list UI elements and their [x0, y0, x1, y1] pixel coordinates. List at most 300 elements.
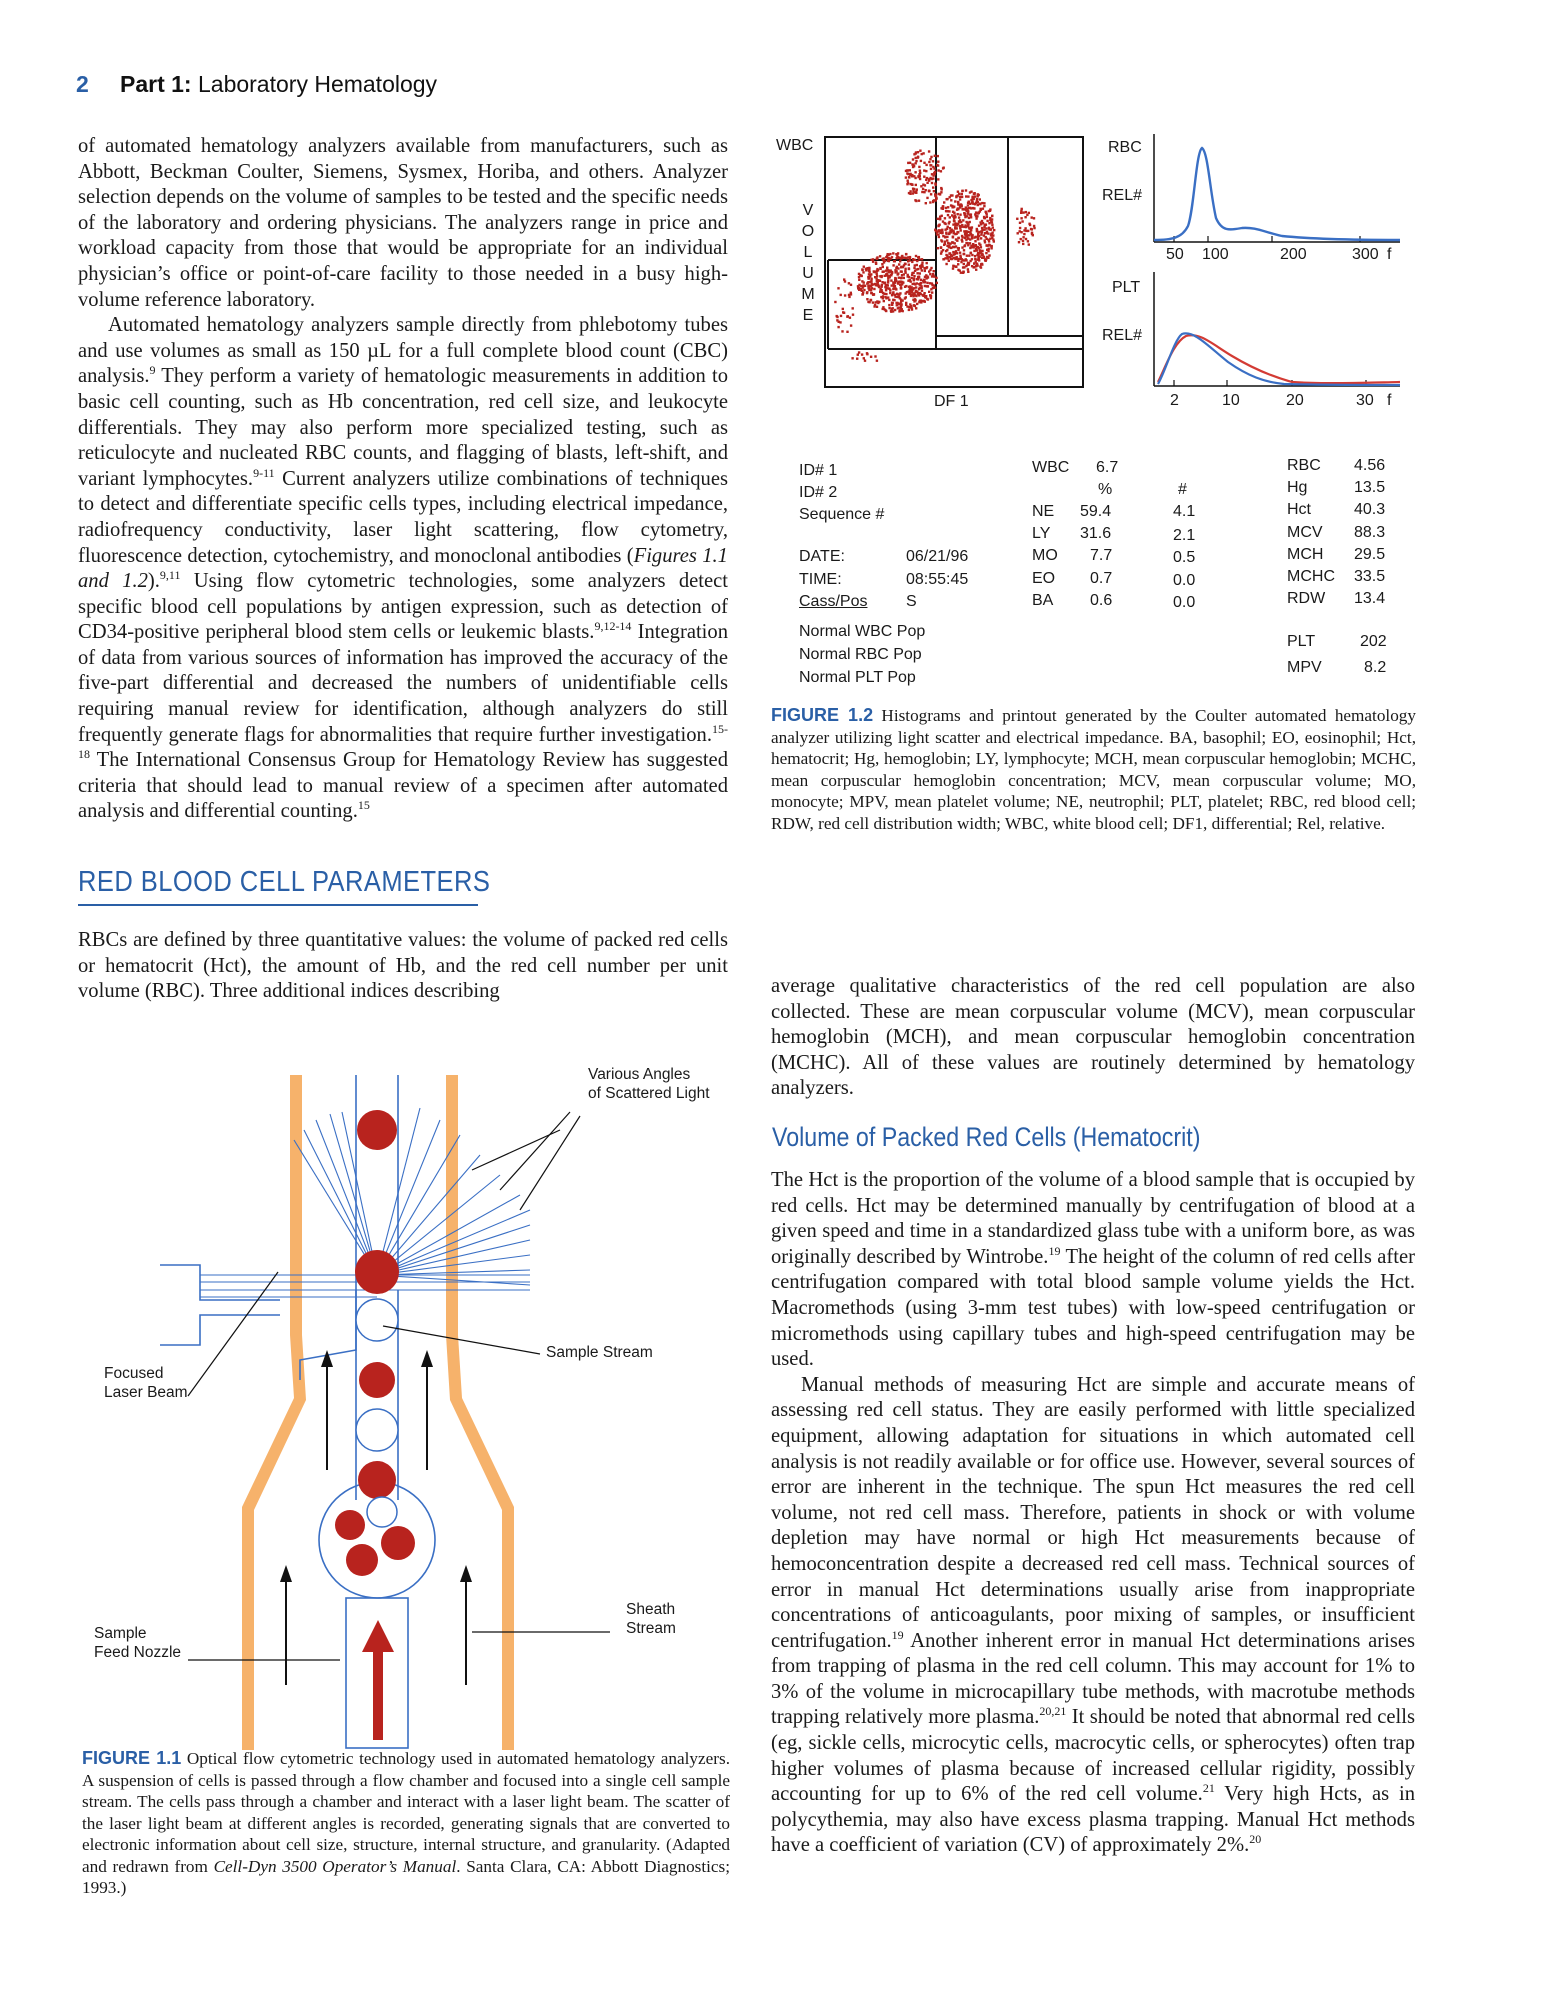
scatter-dot	[857, 354, 859, 356]
scatter-dot	[858, 279, 860, 281]
scatter-dot	[978, 253, 980, 255]
rbc-rel-label: REL#	[1102, 187, 1143, 204]
scatter-dot	[850, 293, 852, 295]
scatter-dot	[1033, 217, 1035, 219]
plt-tick: 2	[1170, 392, 1179, 409]
scatter-dot	[1027, 240, 1029, 242]
scatter-dot	[876, 258, 878, 260]
scatter-dot	[929, 158, 931, 160]
scatter-dot	[910, 307, 912, 309]
printout-pop: Normal WBC Pop	[799, 623, 926, 640]
scatter-dot	[992, 226, 994, 228]
scatter-dot	[963, 263, 965, 265]
scatter-dot	[933, 275, 935, 277]
scatter-dot	[848, 282, 850, 284]
scatter-dot	[989, 229, 991, 231]
printout-time-value: 08:55:45	[906, 571, 969, 588]
scatter-dot	[925, 274, 927, 276]
scatter-dot	[963, 208, 965, 210]
mpv-param-name: MPV	[1287, 659, 1322, 676]
scatter-dot	[953, 220, 955, 222]
scatter-dot	[935, 194, 937, 196]
scatter-dot	[930, 297, 932, 299]
scatter-dot	[887, 253, 889, 255]
scatter-dot	[918, 258, 920, 260]
scatter-dot	[976, 249, 978, 251]
scatter-dot	[858, 273, 860, 275]
scatter-dot	[915, 255, 917, 257]
scatter-dot	[932, 160, 934, 162]
scatter-dot	[932, 177, 934, 179]
scatter-dot	[960, 261, 962, 263]
scatter-dot	[934, 287, 936, 289]
scatter-dot	[952, 267, 954, 269]
scatter-dot	[915, 162, 917, 164]
scatter-dot	[896, 304, 898, 306]
scatter-dot	[983, 229, 985, 231]
scatter-dot	[951, 241, 953, 243]
scatter-dot	[919, 287, 921, 289]
paragraph: Automated hematology analyzers sample directly from phlebotomy tubes and use volumes as small as 150 µL for a full complete blood count (CBC) analysis.$^9$ They perform a variety of hematologic measurements in addition to basic cell counting, such as Hb concentration, red cell size, and leukocyte differentials. They may also perform more specialized testing, such as reticulocyte and nucleated RBC counts, and flagging of blasts, left-shift, and variant lymphocytes.$^{9-11}$ Current analyzers utilize combinations of techniques to detect and differentiate specific cells types, including electrical impedance, radiofrequency conductivity, laser light scattering, flow cytometry, fluorescence detection, cytochemistry, and monoclonal antibodies (Figures 1.1 and 1.2).$^{9,11}$ Using flow cytometric technologies, some analyzers detect specific blood cell populations by antigen expression, such as detection of CD34-positive peripheral blood stem cells or leukemic blasts.$^{9,12-14}$ Integration of data from various sources of information has improved the accuracy of the five-part differential and decreased the numbers of unidentifiable cells requiring manual review for identification, although analyzers do still frequently generate flags for abnormalities that require further investigation.$^{15-18}$ The International Consensus Group for Hematology Review has suggested criteria that should lead to manual review of a specimen after automated analysis and differential counting.$^{15}$	[78, 314, 728, 823]
df1-axis-label: DF 1	[934, 393, 969, 410]
scatter-dot	[882, 266, 884, 268]
scatter-dot	[909, 162, 911, 164]
scatter-dot	[909, 169, 911, 171]
scatter-dot	[968, 255, 970, 257]
scatter-dot	[863, 289, 865, 291]
scatter-dot	[1025, 211, 1027, 213]
scatter-dot	[917, 156, 919, 158]
scatter-dot	[876, 273, 878, 275]
scatter-dot	[896, 293, 898, 295]
scatter-dot	[908, 309, 910, 311]
scatter-dot	[852, 307, 854, 309]
scatter-dot	[979, 198, 981, 200]
printout-abs-header: #	[1178, 481, 1187, 498]
scatter-dot	[980, 237, 982, 239]
scatter-dot	[944, 236, 946, 238]
paragraph: RBCs are defined by three quantitative values: the volume of packed red cells or hematocrit (Hct), the amount of Hb, and the red cell number per unit volume (RBC). Three additional indices describing	[78, 929, 728, 1003]
scatter-dot	[974, 255, 976, 257]
scatter-dot	[950, 254, 952, 256]
scatter-dot	[954, 227, 956, 229]
scatter-dot	[915, 151, 917, 153]
scatter-dot	[962, 219, 964, 221]
rbc-param-name: MCHC	[1287, 568, 1335, 585]
scatter-dot	[915, 192, 917, 194]
scatter-dot	[923, 162, 925, 164]
scatter-dot	[892, 288, 894, 290]
scatter-dot	[974, 240, 976, 242]
scatter-dot	[905, 292, 907, 294]
scatter-dot	[873, 270, 875, 272]
scatter-dot	[957, 201, 959, 203]
scatter-dot	[947, 210, 949, 212]
scatter-dot	[976, 200, 978, 202]
rbc-curve	[1154, 148, 1400, 240]
scatter-dot	[859, 288, 861, 290]
scatter-dot	[874, 355, 876, 357]
scatter-dot	[887, 279, 889, 281]
scatter-dot	[883, 261, 885, 263]
printout-wbc-value: 6.7	[1096, 459, 1119, 476]
diff-pct: 0.6	[1090, 592, 1113, 609]
scatter-dot	[965, 189, 967, 191]
scatter-dot	[947, 214, 949, 216]
scatter-dot	[912, 292, 914, 294]
scatter-dot	[900, 287, 902, 289]
scatter-dot	[986, 244, 988, 246]
printout-pop: Normal PLT Pop	[799, 669, 916, 686]
scatter-dot	[872, 294, 874, 296]
scatter-dot	[917, 176, 919, 178]
scatter-dot	[918, 166, 920, 168]
scatter-dot	[975, 269, 977, 271]
scatter-dot	[926, 282, 928, 284]
label-focused-laser: Focused Laser Beam	[104, 1365, 188, 1401]
scatter-dot	[915, 307, 917, 309]
scatter-dot	[861, 268, 863, 270]
scatter-dot	[868, 284, 870, 286]
scatter-dot	[942, 220, 944, 222]
scatter-dot	[931, 275, 933, 277]
rbc-param-name: RDW	[1287, 590, 1326, 607]
scatter-dot	[900, 283, 902, 285]
scatter-dot	[969, 207, 971, 209]
printout-wbc-label: WBC	[1032, 459, 1070, 476]
mpv-param-value: 8.2	[1364, 659, 1387, 676]
scatter-dot	[939, 216, 941, 218]
scatter-dot	[900, 277, 902, 279]
scatter-dot	[906, 183, 908, 185]
scatter-dot	[967, 268, 969, 270]
scatter-dot	[952, 230, 954, 232]
scatter-dot	[962, 271, 964, 273]
rbc-param-value: 13.5	[1354, 479, 1386, 496]
scatter-dot	[977, 233, 979, 235]
diff-abs: 4.1	[1173, 503, 1196, 520]
scatter-dot	[979, 250, 981, 252]
scatter-dot	[912, 190, 914, 192]
scatter-dot	[908, 276, 910, 278]
scatter-dot	[976, 264, 978, 266]
scatter-dot	[1023, 233, 1025, 235]
scatter-dot	[970, 227, 972, 229]
scatter-dot	[868, 301, 870, 303]
scatter-dot	[968, 262, 970, 264]
scatter-dot	[940, 239, 942, 241]
scatter-dot	[879, 255, 881, 257]
scatter-dot	[916, 260, 918, 262]
scatter-dot	[954, 200, 956, 202]
scatter-dot	[989, 238, 991, 240]
scatter-dot	[932, 287, 934, 289]
scatter-dot	[907, 260, 909, 262]
scatter-dot	[918, 301, 920, 303]
scatter-dot	[986, 220, 988, 222]
scatter-dot	[879, 288, 881, 290]
scatter-dot	[870, 356, 872, 358]
scatter-dot	[985, 224, 987, 226]
printout-time-label: TIME:	[799, 571, 842, 588]
rbc-param-value: 13.4	[1354, 590, 1386, 607]
scatter-dot	[936, 282, 938, 284]
scatter-dot	[979, 203, 981, 205]
label-sample-stream: Sample Stream	[546, 1344, 653, 1361]
scatter-dot	[856, 358, 858, 360]
scatter-dot	[919, 170, 921, 172]
scatter-dot	[1022, 243, 1024, 245]
scatter-dot	[902, 266, 904, 268]
scatter-dot	[892, 252, 894, 254]
scatter-dot	[842, 311, 844, 313]
scatter-dot	[967, 204, 969, 206]
scatter-dot	[950, 204, 952, 206]
scatter-dot	[866, 267, 868, 269]
scatter-dot	[988, 254, 990, 256]
scatter-dot	[876, 275, 878, 277]
scatter-dot	[912, 295, 914, 297]
scatter-dot	[888, 299, 890, 301]
scatter-dot	[966, 255, 968, 257]
scatter-dot	[890, 311, 892, 313]
scatter-dot	[834, 301, 836, 303]
figure1-label: FIGURE 1.1	[82, 1748, 182, 1768]
scatter-dot	[952, 246, 954, 248]
scatter-dot	[986, 249, 988, 251]
scatter-dot	[906, 257, 908, 259]
scatter-dot	[921, 264, 923, 266]
scatter-dot	[891, 294, 893, 296]
rbc-param-name: MCH	[1287, 546, 1324, 563]
scatter-dot	[970, 233, 972, 235]
scatter-dot	[908, 286, 910, 288]
scatter-dot	[947, 206, 949, 208]
scatter-dot	[965, 195, 967, 197]
scatter-dot	[957, 231, 959, 233]
scatter-dot	[838, 321, 840, 323]
scatter-dot	[918, 200, 920, 202]
scatter-dot	[952, 265, 954, 267]
plt-rel-label: REL#	[1102, 327, 1143, 344]
plt-tick: 30	[1356, 392, 1374, 409]
scatter-dot	[980, 209, 982, 211]
scatter-dot	[1022, 240, 1024, 242]
scatter-dot	[908, 290, 910, 292]
scatter-dot	[891, 308, 893, 310]
paragraph: of automated hematology analyzers available from manufacturers, such as Abbott, Beckman Coulter, Siemens, Sysmex, Horiba, and others. Analyzer selection depends on the volume of samples to be tested and the specific needs of the laboratory and ordering physicians. The analyzers range in price and workload capacity from those that would be appropriate for an individual physician’s office or point-of-care facility to those needed in a busy high-volume reference laboratory.	[78, 135, 728, 311]
scatter-dot	[913, 287, 915, 289]
figure2-label: FIGURE 1.2	[771, 705, 874, 725]
scatter-dot	[879, 280, 881, 282]
scatter-dot	[904, 268, 906, 270]
scatter-dot	[906, 169, 908, 171]
scatter-dot	[924, 270, 926, 272]
scatter-dot	[976, 198, 978, 200]
scatter-dot	[868, 277, 870, 279]
scatter-dot	[937, 155, 939, 157]
scatter-dot	[973, 266, 975, 268]
scatter-dot	[926, 262, 928, 264]
scatter-dot	[978, 225, 980, 227]
scatter-dot	[878, 285, 880, 287]
scatter-dot	[980, 246, 982, 248]
scatter-dot	[961, 190, 963, 192]
scatter-dot	[842, 308, 844, 310]
scatter-dot	[921, 191, 923, 193]
rbc-tick: 50	[1166, 246, 1184, 263]
rbc-param-value: 88.3	[1354, 524, 1386, 541]
scatter-dot	[973, 245, 975, 247]
scatter-dot	[930, 193, 932, 195]
scatter-dot	[935, 199, 937, 201]
rbc-hist-label: RBC	[1108, 139, 1142, 156]
scatter-dot	[908, 264, 910, 266]
diff-name: LY	[1032, 525, 1051, 542]
scatter-dot	[947, 257, 949, 259]
plt-param-name: PLT	[1287, 633, 1316, 650]
scatter-dot	[975, 211, 977, 213]
scatter-dot	[937, 178, 939, 180]
scatter-dot	[928, 291, 930, 293]
scatter-dot	[914, 305, 916, 307]
scatter-dot	[925, 202, 927, 204]
scatter-dot	[909, 193, 911, 195]
diff-abs: 0.0	[1173, 572, 1196, 589]
scatter-dot	[946, 236, 948, 238]
scatter-dot	[888, 304, 890, 306]
part-title: Laboratory Hematology	[197, 71, 438, 97]
scatter-dot	[913, 275, 915, 277]
scatter-dot	[891, 256, 893, 258]
scatter-dot	[991, 215, 993, 217]
scatter-dot	[949, 230, 951, 232]
scatter-dot	[956, 252, 958, 254]
scatter-dot	[1033, 225, 1035, 227]
scatter-dot	[978, 242, 980, 244]
scatter-dot	[882, 258, 884, 260]
scatter-dot	[981, 227, 983, 229]
scatter-dot	[858, 284, 860, 286]
scatter-dot	[904, 270, 906, 272]
scatter-dot	[918, 276, 920, 278]
scatter-dot	[964, 216, 966, 218]
scatter-dot	[961, 239, 963, 241]
scatter-dot	[934, 155, 936, 157]
scatter-dot	[957, 247, 959, 249]
figure2-caption: FIGURE 1.2 Histograms and printout generated by the Coulter automated hematology analyzer utilizing light scatter and electrical impedance. BA, basophil; EO, eosinophil; Hct, hematocrit; Hg, hemoglobin; LY, lymphocyte; MCH, mean corpuscular hemoglobin; MCHC, mean corpuscular hemoglobin concentration; MCV, mean corpuscular volume; MO, monocyte; MPV, mean platelet volume; NE, neutrophil; PLT, platelet; RBC, red blood cell; RDW, red cell distribution width; WBC, white blood cell; DF1, differential; Rel, relative.	[771, 705, 1416, 833]
scatter-dot	[929, 294, 931, 296]
diff-name: NE	[1032, 503, 1055, 520]
scatter-dot	[858, 276, 860, 278]
printout-casspos-label: Cass/Pos	[799, 593, 868, 610]
scatter-dot	[929, 201, 931, 203]
rbc-tick: 100	[1202, 246, 1229, 263]
scatter-dot	[914, 171, 916, 173]
scatter-dot	[930, 168, 932, 170]
scatter-dot	[974, 203, 976, 205]
scatter-dot	[860, 275, 862, 277]
scatter-dot	[958, 237, 960, 239]
scatter-dot	[939, 218, 941, 220]
scatter-dot	[904, 297, 906, 299]
scatter-dots	[834, 150, 1035, 362]
scatter-dot	[960, 272, 962, 274]
scatter-dot	[912, 192, 914, 194]
printout-pop: Normal RBC Pop	[799, 646, 922, 663]
scatter-dot	[966, 222, 968, 224]
scatter-dot	[963, 266, 965, 268]
scatter-dot	[937, 169, 939, 171]
scatter-dot	[932, 273, 934, 275]
scatter-dot	[868, 289, 870, 291]
scatter-dot	[931, 182, 933, 184]
scatter-dot	[879, 267, 881, 269]
scatter-dot	[951, 214, 953, 216]
plt-tick: 10	[1222, 392, 1240, 409]
scatter-dot	[932, 174, 934, 176]
scatter-dot	[885, 256, 887, 258]
scatter-dot	[977, 259, 979, 261]
scatter-dot	[958, 216, 960, 218]
scatter-dot	[931, 291, 933, 293]
scatter-dot	[963, 212, 965, 214]
scatter-dot	[891, 272, 893, 274]
scatter-dot	[945, 250, 947, 252]
subheading-hematocrit: Volume of Packed Red Cells (Hematocrit)	[772, 1122, 1201, 1152]
printout-pct-header: %	[1098, 481, 1113, 498]
diff-name: EO	[1032, 570, 1056, 587]
scatter-dot	[914, 270, 916, 272]
scatter-dot	[928, 179, 930, 181]
printout-sequence: Sequence #	[799, 506, 885, 523]
scatter-dot	[981, 250, 983, 252]
scatter-dot	[894, 271, 896, 273]
left-column-body	[78, 134, 728, 825]
scatter-dot	[927, 285, 929, 287]
scatter-dot	[903, 277, 905, 279]
scatter-dot	[1031, 216, 1033, 218]
rbc-param-value: 29.5	[1354, 546, 1386, 563]
rbc-tick-unit: f	[1387, 246, 1392, 263]
printout-casspos-value: S	[906, 593, 917, 610]
scatter-dot	[925, 164, 927, 166]
scatter-dot	[908, 293, 910, 295]
rbc-histogram	[1152, 132, 1402, 247]
scatter-dot	[915, 291, 917, 293]
scatter-dot	[887, 284, 889, 286]
scatter-dot	[890, 274, 892, 276]
scatter-dot	[914, 177, 916, 179]
scatter-dot	[892, 299, 894, 301]
scatter-dot	[992, 234, 994, 236]
scatter-dot	[952, 211, 954, 213]
scatter-dot	[960, 221, 962, 223]
scatter-dot	[1020, 231, 1022, 233]
running-header	[120, 71, 437, 98]
scatter-dot	[960, 256, 962, 258]
scatter-dot	[915, 160, 917, 162]
scatter-dot	[887, 296, 889, 298]
scatter-dot	[927, 298, 929, 300]
scatter-dot	[848, 296, 850, 298]
scatter-dot	[948, 260, 950, 262]
scatter-dot	[876, 280, 878, 282]
scatter-dot	[911, 261, 913, 263]
rbc-param-name: Hg	[1287, 479, 1308, 496]
scatter-dot	[933, 167, 935, 169]
scatter-dot	[898, 263, 900, 265]
